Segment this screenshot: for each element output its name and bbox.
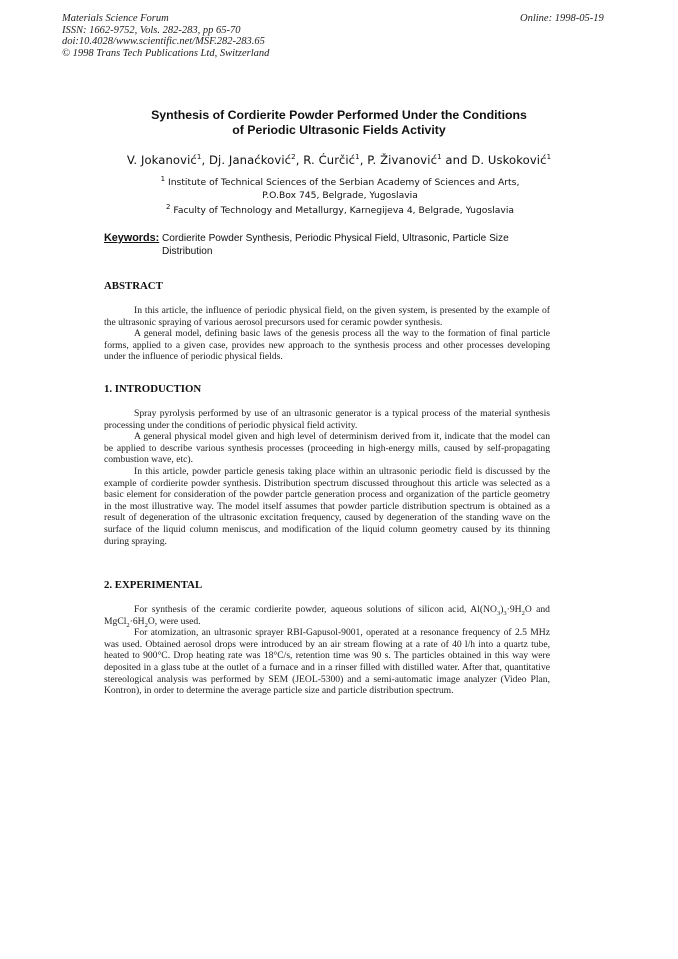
abstract-paragraph-2: A general model, defining basic laws of the genesis process all the way to the formation of final particle forms, applied to a given case, provides new approach to the synthesis process and other processes developing under the influence of periodic physical fields.: [104, 328, 550, 363]
keywords: [104, 232, 574, 258]
experimental-body: [104, 604, 550, 697]
introduction-body: [104, 408, 550, 547]
author: V. Jokanović$^1$,: [126, 153, 210, 167]
introduction-paragraph-2: A general physical model given and high level of determinism derived from it, indicate that the model can be applied to describe various synthesis processes (proceeding in high-energy mills, caused by self-propagating combustion wave, etc).: [104, 431, 550, 466]
affiliation-1: $^1$ Institute of Technical Sciences of the Serbian Academy of Sciences and Arts, P.O.Box 745, Belgrade, Yugoslavia: [160, 174, 520, 201]
keywords-text: Cordierite Powder Synthesis, Periodic Physical Field, Ultrasonic, Particle Size: [162, 233, 509, 244]
journal-header: [62, 13, 269, 59]
author: Dj. Janaćković$^2$,: [209, 153, 304, 167]
keywords-label: Keywords:: [104, 232, 160, 244]
abstract-body: [104, 305, 550, 363]
online-date: Online: 1998-05-19: [520, 13, 604, 24]
experimental-paragraph-1: For synthesis of the ceramic cordierite powder, aqueous solutions of silicon acid, $Al(NO_3)_3\cdot 9H_2O$ and $MgCl_2\cdot 6H_2O$, were used.: [104, 604, 550, 629]
copyright-line: © 1998 Trans Tech Publications Ltd, Switzerland: [62, 47, 270, 59]
experimental-paragraph-2: For atomization, an ultrasonic sprayer RBI-Gapusol-9001, operated at a resonance frequency of 2.5 MHz was used. Obtained aerosol drops were introduced by an air stream flowing at a rate of 40 l/h into a quartz tube, heated to 900°C. Drop heating rate was 18°C/s, retention time was 90 s. The particles obtained in this way were deposited in a glass tube at the outlet of a furnace and in a rinser filled with distilled water. After that, quantitative stereological analysis was performed by SEM (JEOL-5300) and a semi-automatic image analyzer (Video Plan, Kontron), in order to determine the average particle size and particle distribution spectrum.: [104, 627, 550, 697]
abstract-heading: ABSTRACT: [104, 280, 163, 292]
affiliation-2: $^2$ Faculty of Technology and Metallurgy, Karnegijeva 4, Belgrade, Yugoslavia: [165, 202, 515, 216]
author-list: [80, 153, 598, 167]
experimental-heading: 2. EXPERIMENTAL: [104, 579, 203, 591]
introduction-paragraph-1: Spray pyrolysis performed by use of an ultrasonic generator is a typical process of the material synthesis processing under the conditions of periodic physical field activity.: [104, 408, 550, 431]
journal-name: Materials Science Forum: [62, 13, 169, 24]
author: P. Živanović$^1$ and: [367, 153, 472, 167]
author: D. Uskoković$^1$: [471, 153, 552, 167]
paper-title: [100, 108, 578, 138]
title-line-2: of Periodic Ultrasonic Fields Activity: [232, 123, 446, 137]
doi-line: doi:10.4028/www.scientific.net/MSF.282-283.65: [62, 36, 265, 47]
abstract-paragraph-1: In this article, the influence of periodic physical field, on the given system, is presented by the example of the ultrasonic spraying of various aerosol precursors used for ceramic powder synthesis.: [104, 305, 550, 328]
author: R. Ćurčić$^1$,: [303, 153, 368, 167]
issn-line: ISSN: 1662-9752, Vols. 282-283, pp 65-70: [62, 24, 241, 36]
keywords-continued: Distribution: [162, 246, 213, 257]
title-line-1: Synthesis of Cordierite Powder Performed Under the Conditions: [151, 108, 527, 122]
introduction-paragraph-3: In this article, powder particle genesis taking place within an ultrasonic periodic field is discussed by the example of cordierite powder synthesis. Distribution spectrum discussed throughout this article was selected as a basic element for consideration of the powder partcle generation process and organization of the particle geometry in the most illustrative way. The model itself assumes that powder particle distribution spectrum is obtained as a result of degeneration of the ultrasonic excitation frequency, caused by degeneration of the standing wave on the surface of the liquid column meniscus, and modification of the liquid column geometry caused by its thinning during spraying.: [104, 465, 550, 547]
introduction-heading: 1. INTRODUCTION: [104, 383, 202, 395]
